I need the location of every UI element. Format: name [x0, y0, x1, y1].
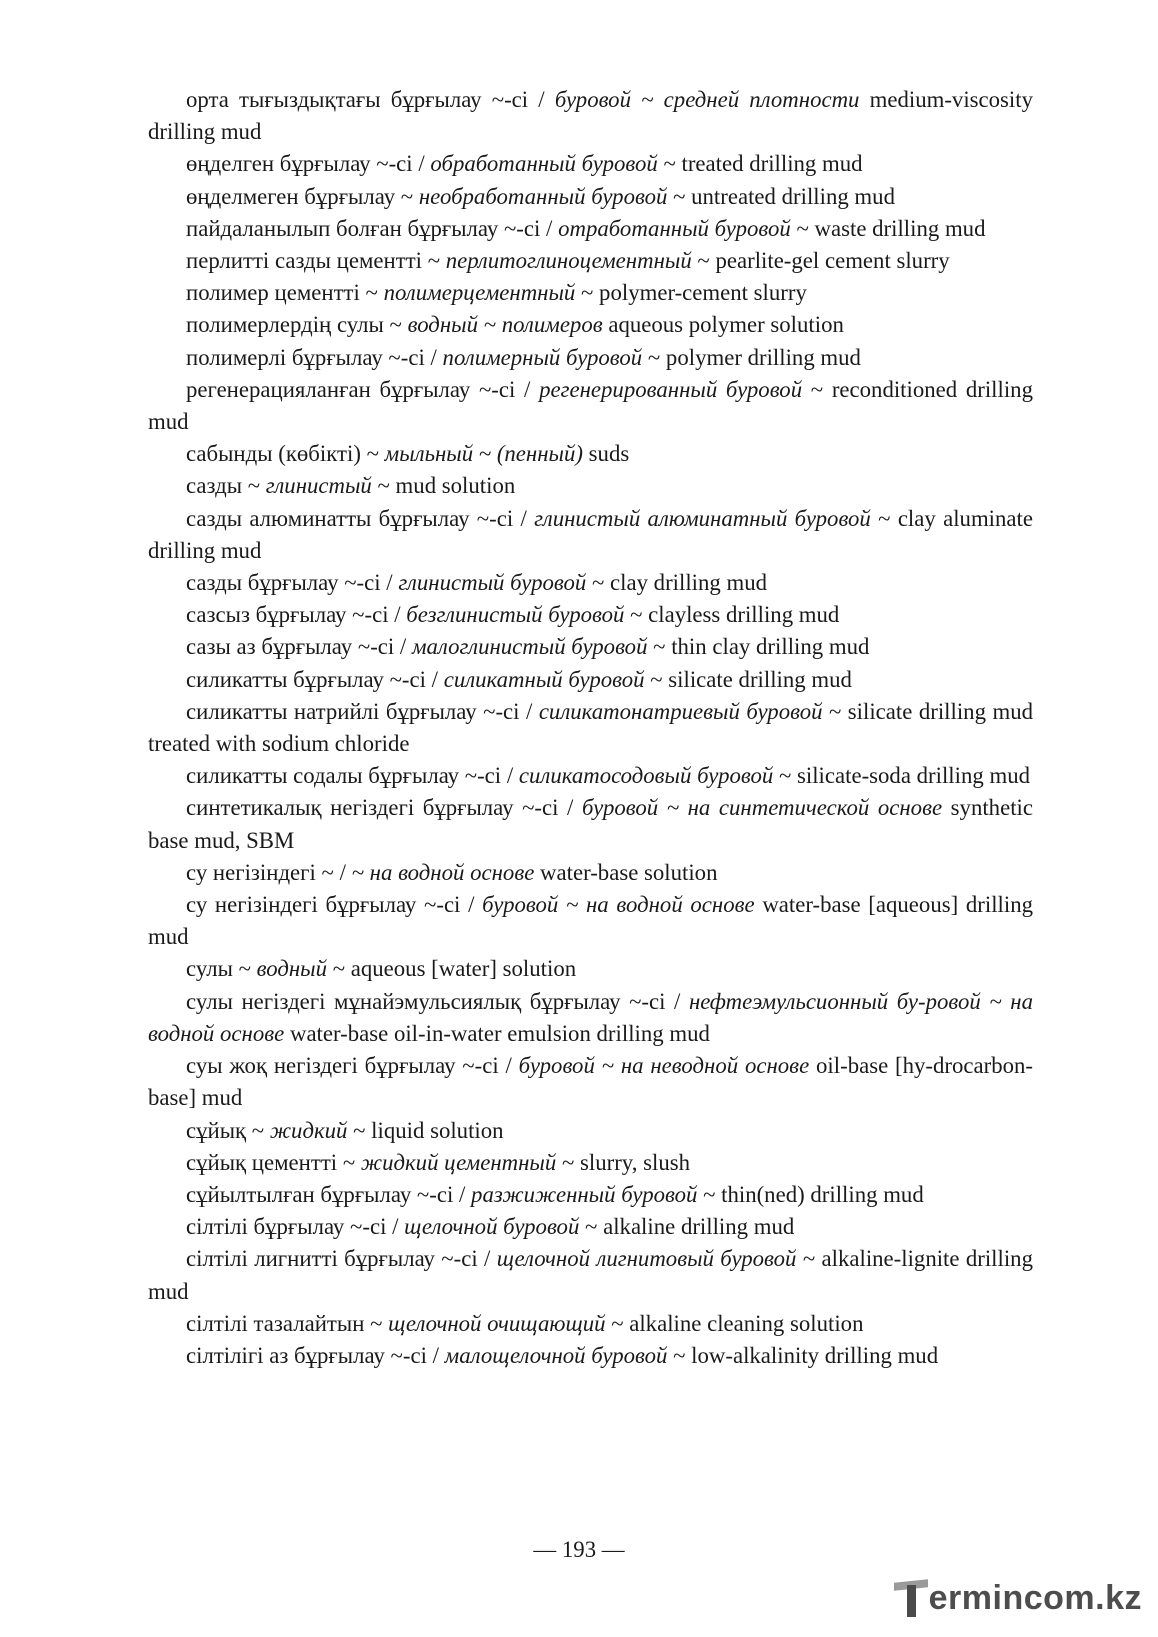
entry-kazakh-term: су негізіндегі бұрғылау ~-сі / — [186, 892, 483, 918]
entry-kazakh-term: орта тығыздықтағы бұрғылау ~-сі / — [186, 87, 555, 112]
entry-russian-term: буровой ~ на водной основе — [482, 892, 755, 918]
dictionary-entry — [148, 792, 1033, 856]
entry-kazakh-term: перлитті сазды цементті ~ — [186, 248, 446, 274]
watermark-t-icon — [894, 1579, 928, 1617]
entry-english-term: ~ silicate-soda drilling mud — [773, 763, 1031, 789]
dictionary-entry — [148, 631, 1033, 663]
entry-english-term: synthetic base mud, SBM — [148, 795, 1033, 853]
dictionary-entry — [148, 342, 1033, 374]
entry-russian-term: водный — [256, 956, 328, 982]
entry-english-term: ~ mud solution — [371, 473, 516, 499]
entry-russian-term: щелочной лигнитовый буровой — [496, 1246, 797, 1272]
entry-kazakh-term: силикатты содалы бұрғылау ~-сі / — [186, 763, 519, 789]
entry-english-term: ~ waste drilling mud — [790, 215, 986, 241]
entry-kazakh-term: өңделген бұрғылау ~-сі / — [186, 151, 431, 177]
entry-russian-term: малоглинистый буровой — [411, 634, 648, 660]
entry-russian-term: полимерцементный — [383, 280, 576, 306]
entry-english-term: water-base oil-in-water emulsion drilling mud — [284, 1020, 710, 1046]
entry-english-term: aqueous polymer solution — [602, 312, 844, 338]
entry-russian-term: необработанный буровой — [418, 183, 668, 209]
entry-russian-term: силикатосодовый буровой — [518, 763, 774, 789]
dictionary-entry — [148, 889, 1033, 953]
entry-english-term: ~ silicate drilling mud — [644, 666, 852, 692]
entry-english-term: medium-viscosity drilling mud — [148, 87, 1033, 145]
entry-russian-term: глинистый — [265, 473, 372, 499]
entry-english-term: ~ alkaline-lignite drilling mud — [148, 1246, 1033, 1304]
entry-russian-term: жидкий цементный — [360, 1149, 557, 1175]
entry-english-term: water-base [aqueous] drilling mud — [148, 892, 1033, 950]
entry-english-term: ~ reconditioned drilling mud — [148, 376, 1033, 435]
dictionary-entry — [148, 1243, 1033, 1307]
dictionary-entry — [148, 1211, 1033, 1243]
dictionary-entry — [148, 148, 1033, 180]
dictionary-entry — [148, 567, 1033, 599]
entry-kazakh-term: сазды ~ — [186, 473, 266, 499]
entry-english-term: ~ thin(ned) drilling mud — [697, 1181, 924, 1207]
entry-kazakh-term: пайдаланылып болған бұрғылау ~-сі / — [186, 215, 559, 241]
dictionary-entry — [148, 953, 1033, 985]
entry-kazakh-term: суы жоқ негіздегі бұрғылау ~-сі / — [186, 1053, 519, 1079]
dictionary-entry — [148, 503, 1033, 567]
entry-russian-term: ~ на водной основе — [351, 859, 535, 885]
dictionary-entry — [148, 760, 1033, 792]
entry-kazakh-term: полимерлі бұрғылау ~-сі / — [186, 344, 443, 370]
entry-english-term: ~ thin clay drilling mud — [647, 634, 870, 660]
entry-russian-term: щелочной очищающий — [388, 1310, 606, 1336]
entry-english-term: ~ silicate drilling mud treated with sodium chloride — [148, 698, 1033, 757]
entry-kazakh-term: сазы аз бұрғылау ~-сі / — [186, 634, 412, 660]
dictionary-entry — [148, 84, 1033, 148]
entry-russian-term: щелочной буровой — [404, 1214, 580, 1240]
entry-english-term: water-base solution — [534, 859, 718, 885]
entry-english-term: ~ aqueous [water] solution — [327, 956, 577, 982]
entry-english-term: ~ pearlite-gel cement slurry — [691, 248, 950, 274]
dictionary-entry — [148, 245, 1033, 277]
entry-english-term: ~ alkaline drilling mud — [579, 1214, 795, 1240]
entry-kazakh-term: сулы ~ — [186, 956, 257, 982]
entry-kazakh-term: сұйылтылған бұрғылау ~-сі / — [186, 1181, 472, 1207]
entry-russian-term: глинистый алюминатный буровой — [534, 505, 871, 531]
entry-kazakh-term: сазсыз бұрғылау ~-сі / — [186, 602, 407, 628]
dictionary-entry — [148, 277, 1033, 309]
entry-russian-term: буровой ~ средней плотности — [554, 87, 860, 112]
entry-russian-term: буровой ~ на неводной основе — [518, 1053, 810, 1079]
entry-english-term: ~ slurry, slush — [556, 1149, 690, 1175]
entry-english-term: ~ clay aluminate drilling mud — [148, 505, 1033, 563]
entry-kazakh-term: сабынды (көбікті) ~ — [186, 441, 385, 467]
dictionary-entry — [148, 1050, 1033, 1114]
dictionary-entry — [148, 1308, 1033, 1340]
entry-kazakh-term: полимерлердің сулы ~ — [186, 312, 408, 338]
entry-english-term: ~ polymer-cement slurry — [575, 280, 807, 306]
entry-kazakh-term: сілтілі тазалайтын ~ — [186, 1310, 389, 1336]
dictionary-entry — [148, 1179, 1033, 1211]
watermark-text: ermincom.kz — [928, 1579, 1142, 1617]
entry-kazakh-term: сілтілі бұрғылау ~-сі / — [186, 1214, 405, 1240]
dictionary-entry — [148, 374, 1033, 438]
entry-russian-term: обработанный буровой — [430, 151, 658, 177]
entry-kazakh-term: сұйық ~ — [186, 1117, 270, 1143]
entry-english-term: ~ treated drilling mud — [657, 151, 863, 177]
entry-kazakh-term: су негізіндегі ~ / — [186, 859, 352, 885]
dictionary-entry — [148, 438, 1033, 470]
entry-russian-term: буровой ~ на синтетической основе — [581, 795, 943, 821]
watermark-logo — [894, 1579, 1142, 1617]
dictionary-entry — [148, 696, 1033, 760]
entry-russian-term: жидкий — [269, 1117, 348, 1143]
entry-russian-term: силикатный буровой — [443, 666, 645, 692]
entry-english-term: ~ clay drilling mud — [586, 570, 768, 596]
dictionary-entry — [148, 599, 1033, 631]
entry-russian-term: водный ~ полимеров — [407, 312, 603, 338]
entry-kazakh-term: синтетикалық негіздегі бұрғылау ~-сі / — [186, 795, 582, 821]
entry-kazakh-term: регенерацияланған бұрғылау ~-сі / — [186, 376, 540, 402]
entry-russian-term: отработанный буровой — [558, 215, 791, 241]
entry-kazakh-term: силикатты натрийлі бұрғылау ~-сі / — [186, 698, 539, 724]
entry-russian-term: безглинистый буровой — [406, 602, 625, 628]
page-number: — 193 — — [533, 1537, 625, 1562]
dictionary-entry — [148, 986, 1033, 1050]
entry-kazakh-term: полимер цементті ~ — [186, 280, 384, 306]
entry-english-term: oil-base [hy-drocarbon-base] mud — [148, 1053, 1034, 1111]
entry-english-term: ~ untreated drilling mud — [667, 183, 895, 209]
dictionary-entry — [148, 470, 1033, 502]
page-body — [148, 84, 1033, 1372]
entry-russian-term: нефтеэмульсионный бу-ровой ~ на водной основе — [148, 988, 1034, 1046]
entry-english-term: suds — [582, 441, 630, 467]
entry-russian-term: разжиженный буровой — [471, 1181, 698, 1207]
entry-kazakh-term: сілтілігі аз бұрғылау ~-сі / — [186, 1342, 445, 1368]
entry-russian-term: перлитоглиноцементный — [445, 248, 692, 274]
dictionary-entry — [148, 664, 1033, 696]
entry-kazakh-term: сазды алюминатты бұрғылау ~-сі / — [186, 505, 535, 531]
entry-kazakh-term: сулы негіздегі мұнайэмульсиялық бұрғылау ~-сі / — [186, 988, 689, 1014]
dictionary-entry — [148, 309, 1033, 341]
entry-kazakh-term: силикатты бұрғылау ~-сі / — [186, 666, 444, 692]
entry-kazakh-term: сазды бұрғылау ~-сі / — [186, 570, 399, 596]
dictionary-entry — [148, 1340, 1033, 1372]
entry-russian-term: малощелочной буровой — [444, 1342, 668, 1368]
entry-english-term: ~ polymer drilling mud — [642, 344, 861, 370]
dictionary-entry — [148, 1147, 1033, 1179]
entry-russian-term: мыльный ~ (пенный) — [384, 441, 583, 467]
entry-russian-term: силикатонатриевый буровой — [538, 698, 823, 724]
entry-russian-term: глинистый буровой — [398, 570, 587, 596]
dictionary-entry — [148, 1115, 1033, 1147]
entry-english-term: ~ low-alkalinity drilling mud — [667, 1342, 939, 1368]
entry-kazakh-term: сұйық цементті ~ — [186, 1149, 361, 1175]
entry-russian-term: регенерированный буровой — [539, 376, 803, 402]
entry-russian-term: полимерный буровой — [442, 344, 643, 370]
dictionary-entry — [148, 857, 1033, 889]
entry-kazakh-term: өңделмеген бұрғылау ~ — [186, 183, 419, 209]
dictionary-entry — [148, 181, 1033, 213]
entry-english-term: ~ clayless drilling mud — [624, 602, 840, 628]
entry-english-term: ~ alkaline cleaning solution — [605, 1310, 864, 1336]
entry-english-term: ~ liquid solution — [347, 1117, 504, 1143]
entry-kazakh-term: сілтілі лигнитті бұрғылау ~-сі / — [186, 1246, 497, 1272]
dictionary-entry — [148, 213, 1033, 245]
